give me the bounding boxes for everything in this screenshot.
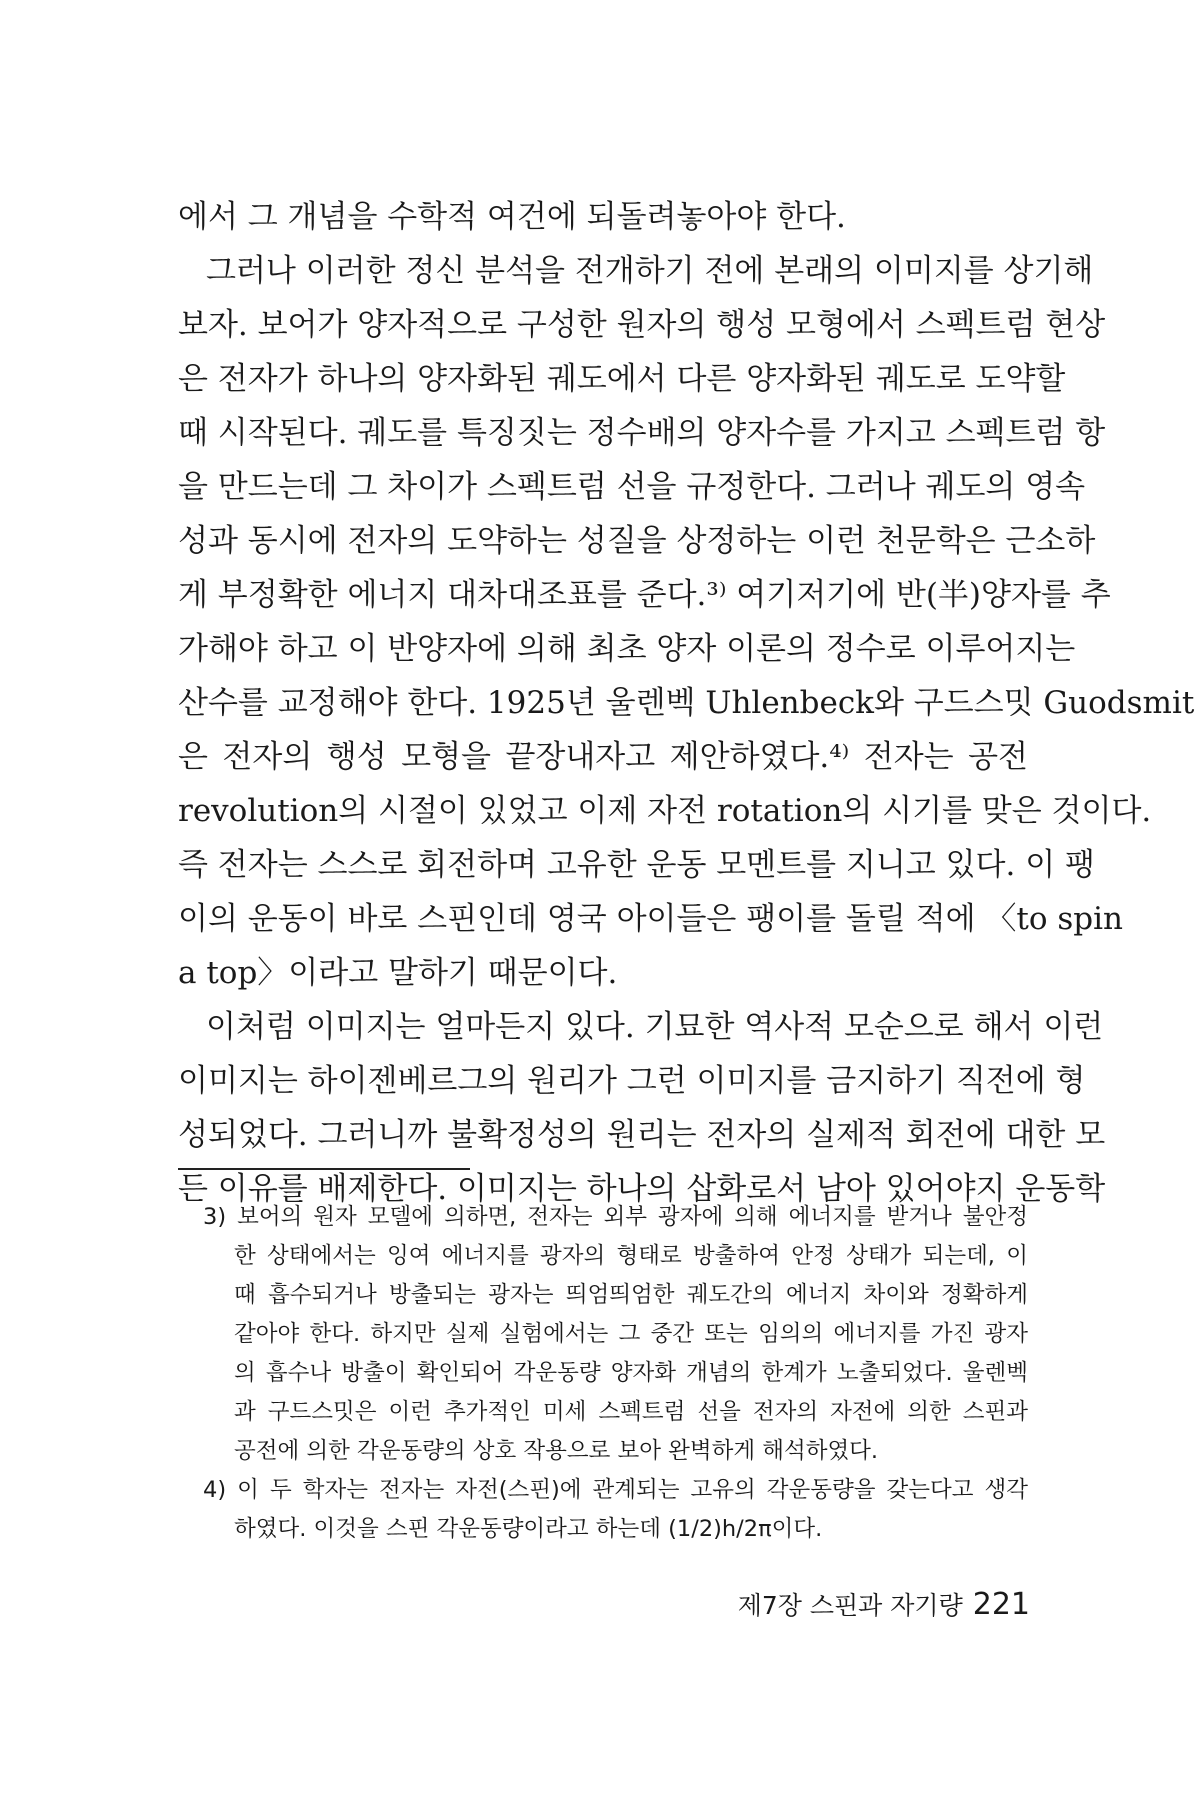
body-line: 은 전자의 행성 모형을 끝장내자고 제안하였다.⁴⁾ 전자는 공전 bbox=[178, 739, 1028, 775]
footnote-line: 한 상태에서는 잉여 에너지를 광자의 형태로 방출하여 안정 상태가 되는데, 이 bbox=[234, 1243, 1028, 1269]
footnote-line: 공전에 의한 각운동량의 상호 작용으로 보아 완벽하게 해석하였다. bbox=[234, 1438, 879, 1464]
page-number: 221 bbox=[972, 1587, 1030, 1622]
footnote-line: 의 흡수나 방출이 확인되어 각운동량 양자화 개념의 한계가 노출되었다. 울렌벡 bbox=[234, 1360, 1028, 1386]
body-line: 때 시작된다. 궤도를 특징짓는 정수배의 양자수를 가지고 스펙트럼 항 bbox=[178, 415, 1106, 451]
body-line: 이의 운동이 바로 스핀인데 영국 아이들은 팽이를 돌릴 적에 〈to spin bbox=[178, 901, 1123, 937]
footnote-line: 때 흡수되거나 방출되는 광자는 띄엄띄엄한 궤도간의 에너지 차이와 정확하게 bbox=[234, 1282, 1028, 1308]
body-line: 게 부정확한 에너지 대차대조표를 준다.³⁾ 여기저기에 반(半)양자를 추 bbox=[178, 577, 1111, 613]
body-line: 성되었다. 그러니까 불확정성의 원리는 전자의 실제적 회전에 대한 모 bbox=[178, 1117, 1106, 1153]
footnote-divider bbox=[178, 1168, 470, 1170]
body-line: 산수를 교정해야 한다. 1925년 울렌벡 Uhlenbeck와 구드스밋 Guodsmit bbox=[178, 685, 1195, 721]
body-line: 성과 동시에 전자의 도약하는 성질을 상정하는 이런 천문학은 근소하 bbox=[178, 523, 1096, 559]
body-line: 이미지는 하이젠베르그의 원리가 그런 이미지를 금지하기 직전에 형 bbox=[178, 1063, 1086, 1099]
footnote-line: 4) 이 두 학자는 전자는 자전(스핀)에 관계되는 고유의 각운동량을 갖는다고 생각 bbox=[203, 1477, 1028, 1503]
running-footer bbox=[738, 1588, 1030, 1623]
body-line: revolution의 시절이 있었고 이제 자전 rotation의 시기를 맞은 것이다. bbox=[178, 793, 1152, 829]
footnote-line: 같아야 한다. 하지만 실제 실험에서는 그 중간 또는 임의의 에너지를 가진 광자 bbox=[234, 1321, 1028, 1347]
chapter-title: 제7장 스핀과 자기량 bbox=[737, 1591, 963, 1620]
footnotes bbox=[203, 1198, 1028, 1549]
body-line: 에서 그 개념을 수학적 여건에 되돌려놓아야 한다. bbox=[178, 199, 846, 235]
body-line: 을 만드는데 그 차이가 스펙트럼 선을 규정한다. 그러나 궤도의 영속 bbox=[178, 469, 1086, 505]
body-text bbox=[178, 190, 1195, 1216]
body-line: a top〉이라고 말하기 때문이다. bbox=[178, 955, 618, 991]
body-line: 가해야 하고 이 반양자에 의해 최초 양자 이론의 정수로 이루어지는 bbox=[178, 631, 1076, 667]
footnote-line: 3) 보어의 원자 모델에 의하면, 전자는 외부 광자에 의해 에너지를 받거나 불안정 bbox=[203, 1204, 1028, 1230]
footnote-line: 과 구드스밋은 이런 추가적인 미세 스펙트럼 선을 전자의 자전에 의한 스핀과 bbox=[234, 1399, 1028, 1425]
footnote-line: 하였다. 이것을 스핀 각운동량이라고 하는데 (1/2)h/2π이다. bbox=[234, 1516, 823, 1542]
body-line: 보자. 보어가 양자적으로 구성한 원자의 행성 모형에서 스펙트럼 현상 bbox=[178, 307, 1106, 343]
body-line: 즉 전자는 스스로 회전하며 고유한 운동 모멘트를 지니고 있다. 이 팽 bbox=[178, 847, 1095, 883]
body-line: 이처럼 이미지는 얼마든지 있다. 기묘한 역사적 모순으로 해서 이런 bbox=[206, 1009, 1104, 1045]
body-line: 은 전자가 하나의 양자화된 궤도에서 다른 양자화된 궤도로 도약할 bbox=[178, 361, 1066, 397]
body-line: 든 이유를 배제한다. 이미지는 하나의 삽화로서 남아 있어야지 운동학 bbox=[178, 1171, 1106, 1207]
body-line: 그러나 이러한 정신 분석을 전개하기 전에 본래의 이미지를 상기해 bbox=[206, 253, 1094, 289]
